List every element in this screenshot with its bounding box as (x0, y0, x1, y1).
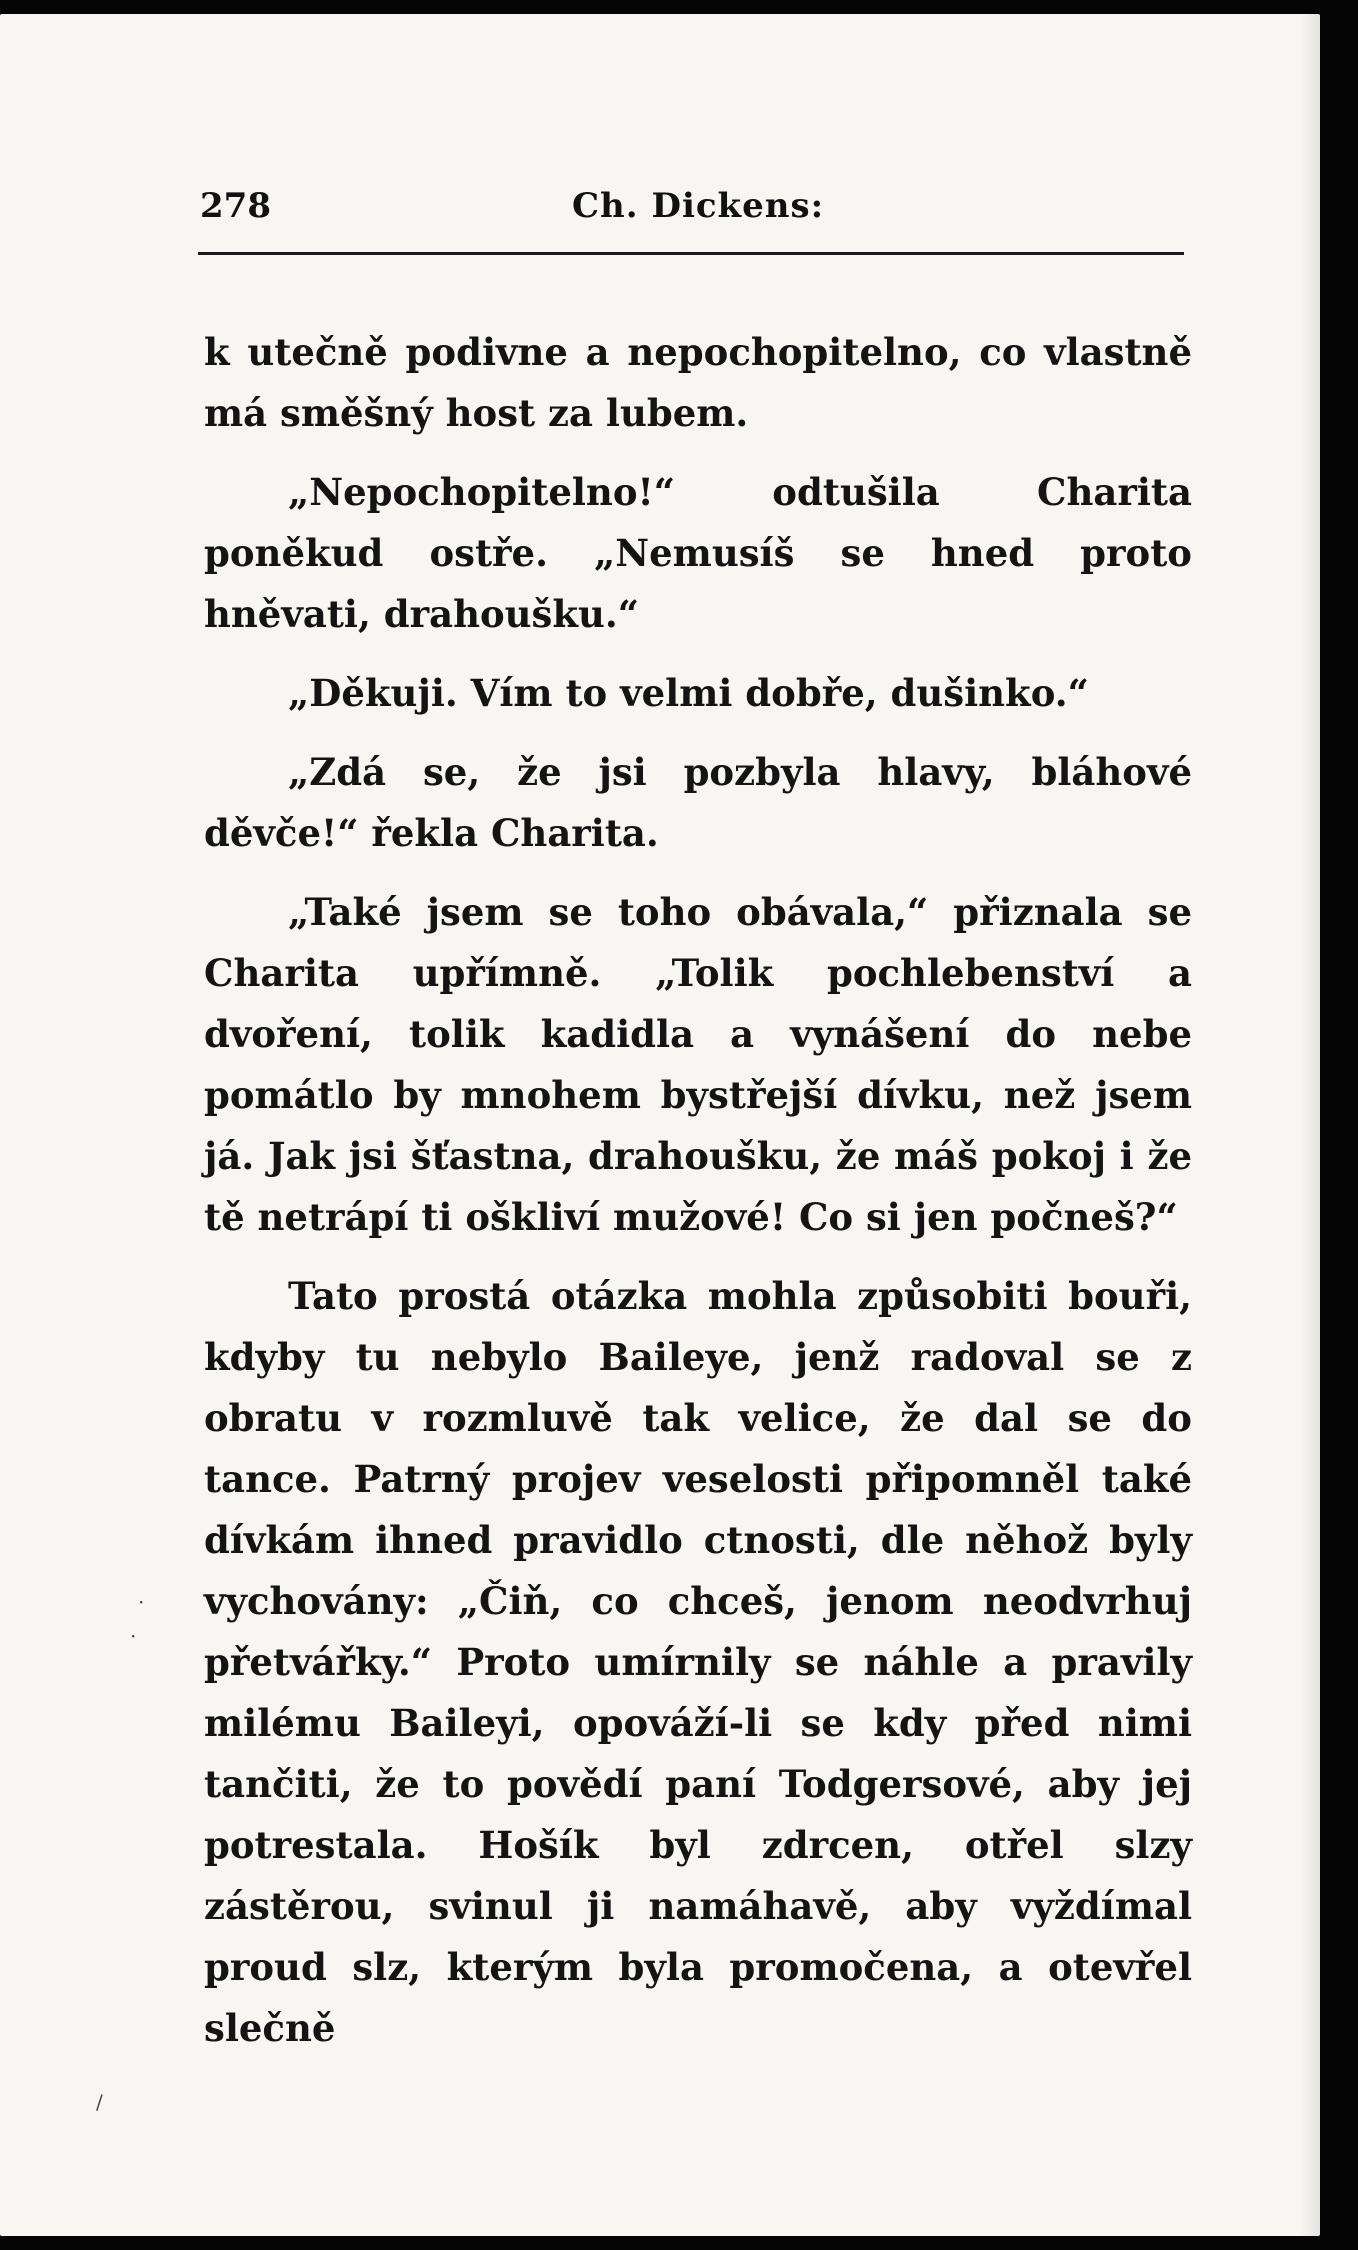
body-text (204, 322, 1192, 2077)
paragraph: „Také jsem se toho obávala,“ přiznala se Charita upřímně. „Tolik pochlebenství a dvoření, tolik kadidla a vynášení do nebe pomátlo by mnohem bystřejší dívku, než jsem já. Jak jsi šťastna, drahoušku, že máš pokoj i že tě netrápí ti oškliví mužové! Co si jen počneš?“ (204, 890, 1192, 1239)
paragraph: „Zdá se, že jsi pozbyla hlavy, bláhové děvče!“ řekla Charita. (204, 750, 1192, 855)
stray-mark: · (138, 1590, 145, 1614)
header-rule (198, 252, 1184, 255)
stray-mark: / (96, 2090, 103, 2114)
running-head: Ch. Dickens: (572, 186, 825, 226)
paragraph: „Nepochopitelno!“ odtušila Charita poněkud ostře. „Nemusíš se hned proto hněvati, drahoušku.“ (204, 470, 1192, 636)
page-edge-shadow (1300, 14, 1320, 2236)
paragraph: Tato prostá otázka mohla způsobiti bouři, kdyby tu nebylo Baileye, jenž radoval se z obratu v rozmluvě tak velice, že dal se do tance. Patrný projev veselosti připomněl také dívkám ihned pravidlo ctnosti, dle něhož byly vychovány: „Čiň, co chceš, jenom neodvrhuj přetvářky.“ Proto umírnily se náhle a pravily milému Baileyi, opováží-li se kdy před nimi tančiti, že to povědí paní Todgersové, aby jej potrestala. Hošík byl zdrcen, otřel slzy zástěrou, svinul ji namáhavě, aby vyždímal proud slz, kterým byla promočena, a otevřel slečně (204, 1274, 1192, 2050)
paragraph: „Děkuji. Vím to velmi dobře, dušinko.“ (288, 671, 1089, 715)
page-header (200, 186, 1184, 234)
stray-mark: · (130, 1624, 137, 1648)
page-number: 278 (200, 186, 271, 226)
paragraph: k utečně podivne a nepochopitelno, co vlastně má směšný host za lubem. (204, 330, 1192, 435)
